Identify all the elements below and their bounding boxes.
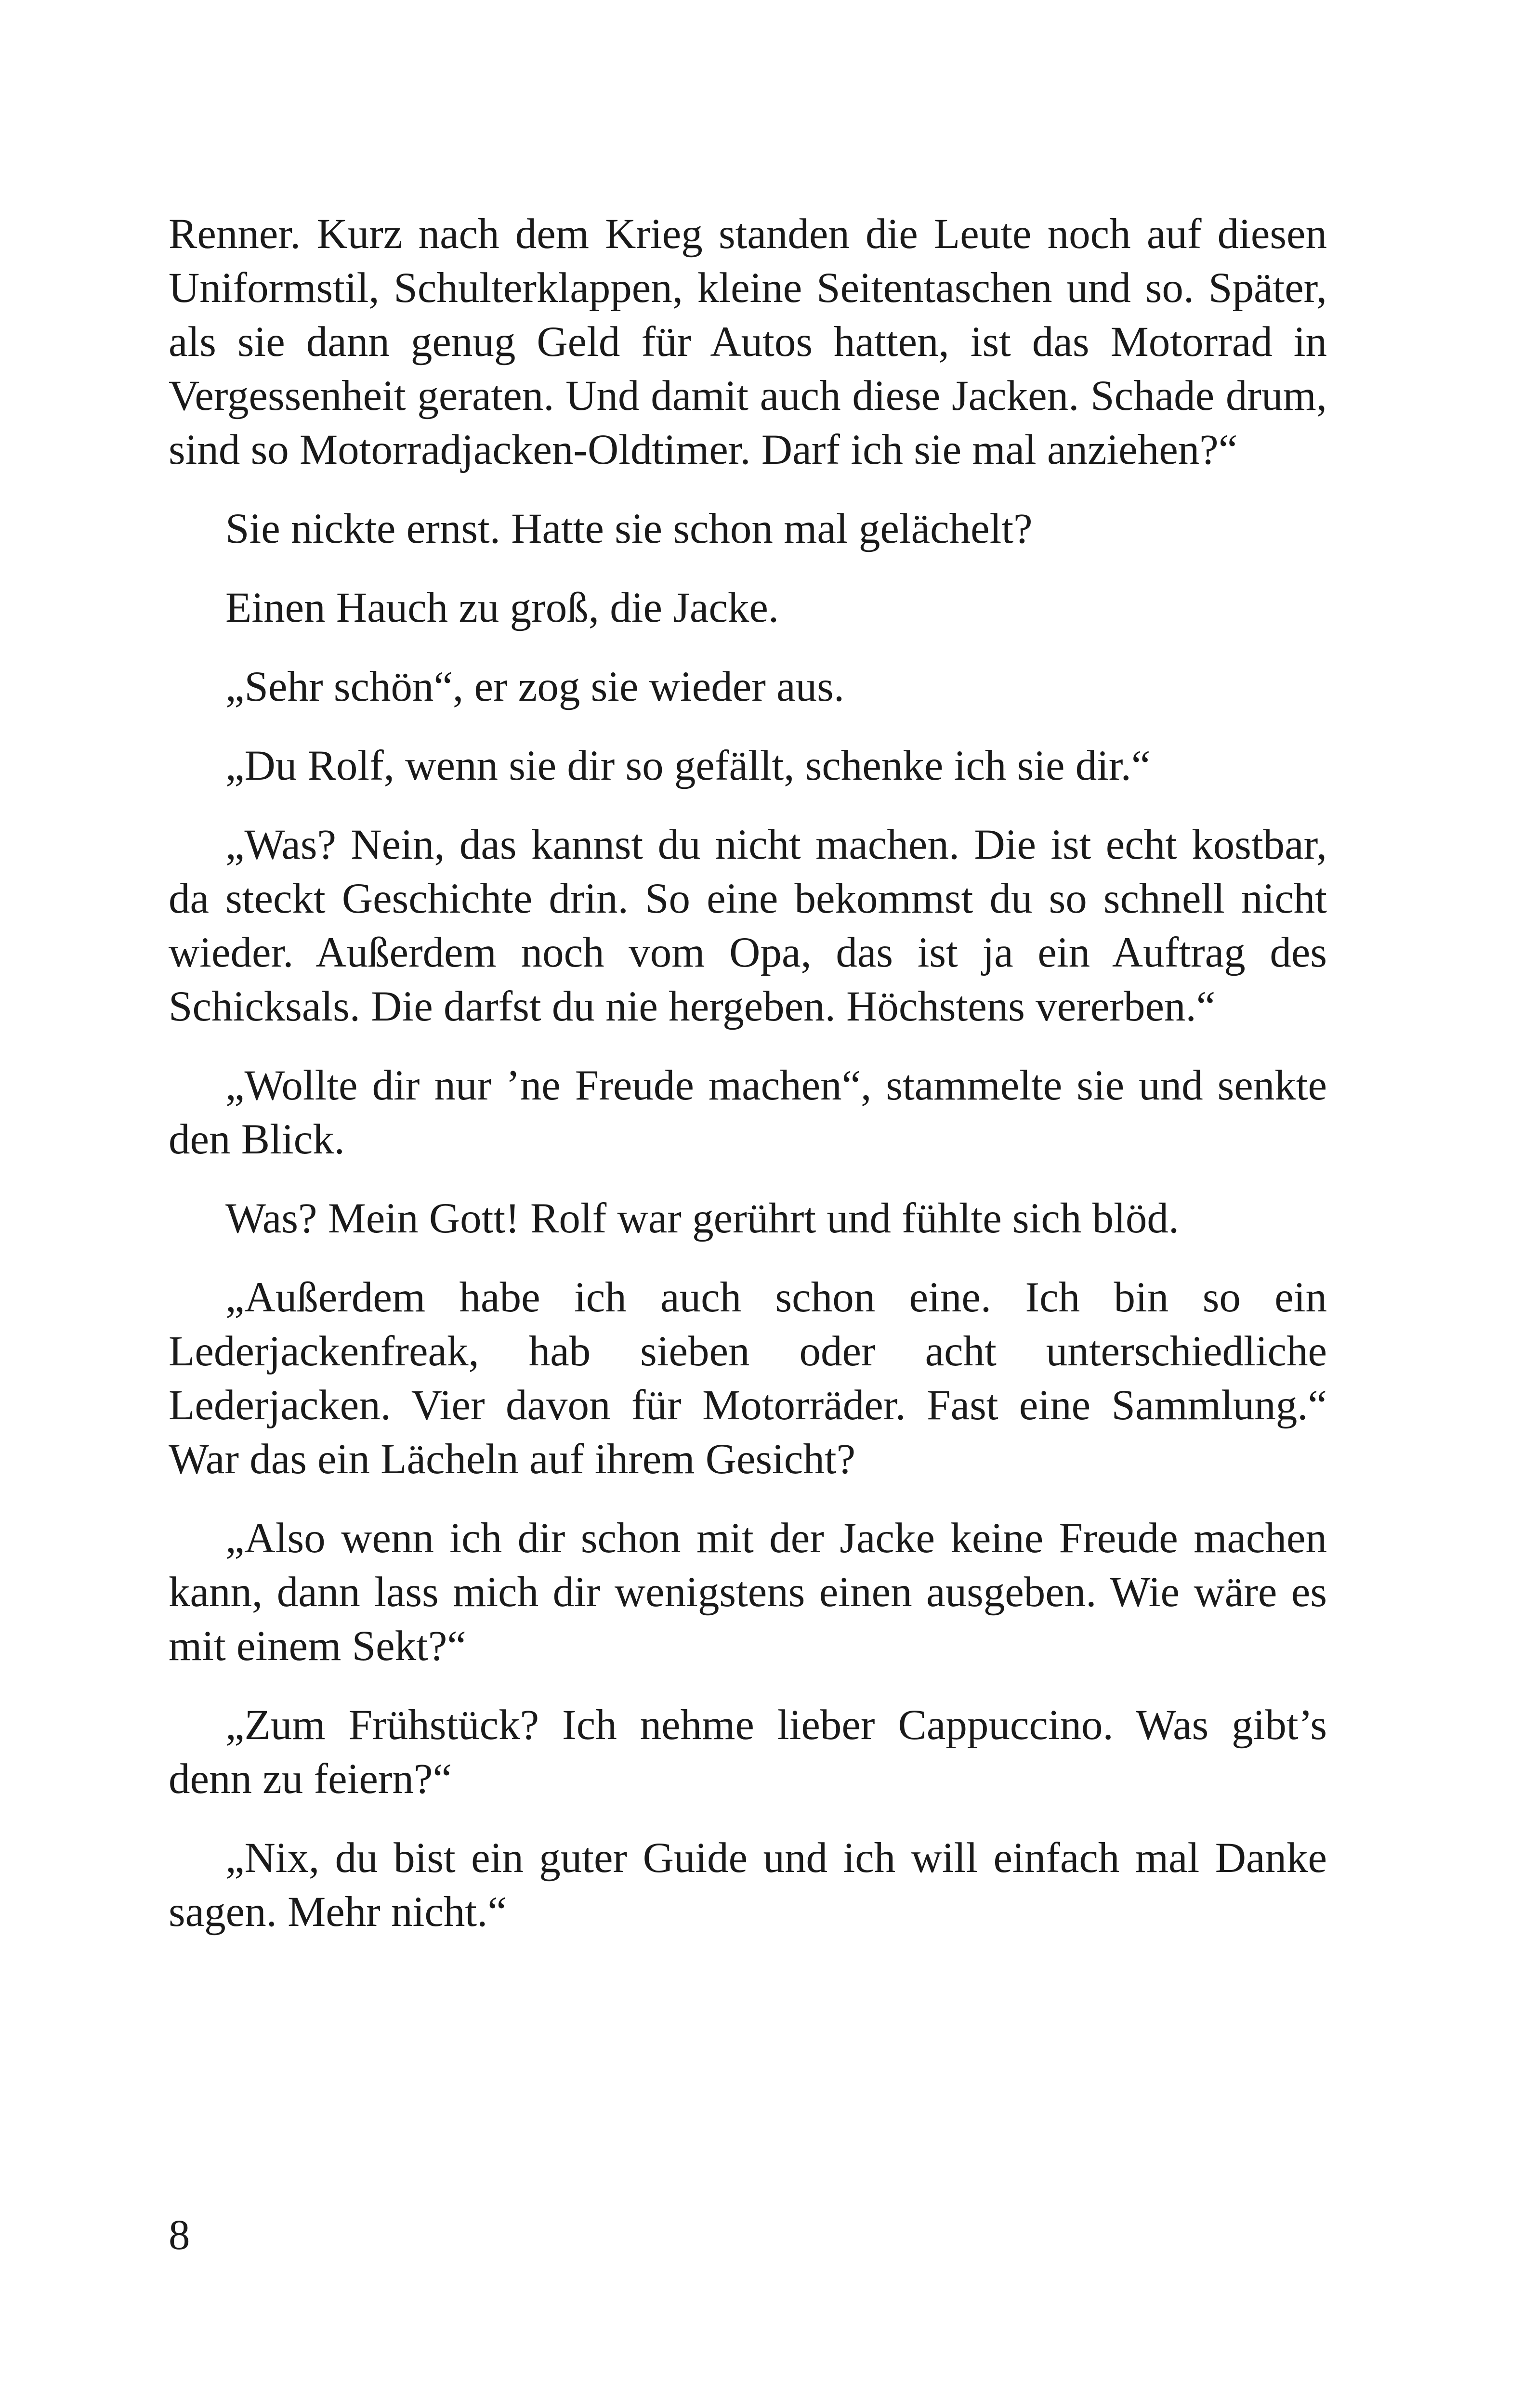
paragraph: Einen Hauch zu groß, die Jacke.: [225, 584, 779, 631]
paragraph: „Außerdem habe ich auch schon eine. Ich bin so ein Lederjackenfreak, hab sieben oder acht unterschiedliche Lederjacken. Vier davon für Motorräder. Fast eine Sammlung.“ War das ein Lächeln auf ihrem Gesicht?: [169, 1274, 1327, 1483]
page-number: 8: [169, 2212, 190, 2259]
paragraph: „Zum Frühstück? Ich nehme lieber Cappuccino. Was gibt’s denn zu feiern?“: [169, 1701, 1327, 1803]
paragraph: „Sehr schön“, er zog sie wieder aus.: [225, 663, 845, 710]
paragraph: „Was? Nein, das kannst du nicht machen. Die ist echt kostbar, da steckt Geschichte drin. So eine bekommst du so schnell nicht wieder. Außerdem noch vom Opa, das ist ja ein Auftrag des Schicksals. Die darfst du nie hergeben. Höchstens vererben.“: [169, 821, 1327, 1030]
paragraph-continued: Renner. Kurz nach dem Krieg standen die Leute noch auf diesen Uniformstil, Schulterklappen, kleine Seitentaschen und so. Später, als sie dann genug Geld für Autos hatten, ist das Motorrad in Vergessenheit geraten. Und damit auch diese Jacken. Schade drum, sind so Motorradjacken-Oldtimer. Darf ich sie mal anziehen?“: [169, 210, 1327, 473]
paragraph: Sie nickte ernst. Hatte sie schon mal gelächelt?: [225, 505, 1033, 552]
body-text: [169, 207, 1327, 1964]
paragraph: Was? Mein Gott! Rolf war gerührt und fühlte sich blöd.: [225, 1195, 1180, 1242]
paragraph: „Nix, du bist ein guter Guide und ich will einfach mal Danke sagen. Mehr nicht.“: [169, 1834, 1327, 1936]
paragraph: „Du Rolf, wenn sie dir so gefällt, schenke ich sie dir.“: [225, 742, 1151, 789]
paragraph: „Also wenn ich dir schon mit der Jacke keine Freude machen kann, dann lass mich dir wenigstens einen ausgeben. Wie wäre es mit einem Sekt?“: [169, 1515, 1327, 1670]
paragraph: „Wollte dir nur ’ne Freude machen“, stammelte sie und senkte den Blick.: [169, 1062, 1327, 1163]
